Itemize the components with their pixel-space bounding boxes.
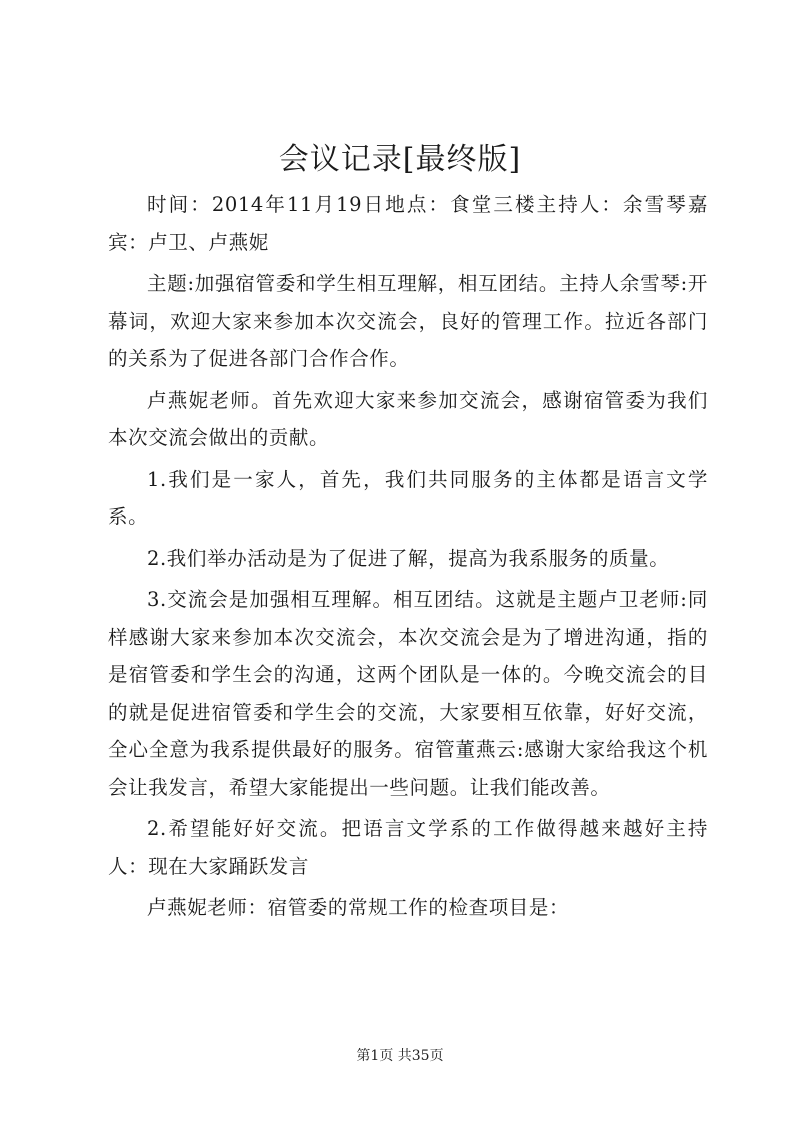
paragraph-meeting-info: 时间：2014年11月19日地点：食堂三楼主持人：余雪琴嘉宾：卢卫、卢燕妮 xyxy=(108,193,708,254)
paragraph-point-3: 3.交流会是加强相互理解。相互团结。这就是主题卢卫老师:同样感谢大家来参加本次交流会，本次交流会是为了增进沟通，指的是宿管委和学生会的沟通，这两个团队是一体的。今晚交流会的目的就是促进宿管委和学生会的交流，大家要相互依靠，好好交流，全心全意为我系提供最好的服务。宿管董燕云:感谢大家给我这个机会让我发言，希望大家能提出一些问题。让我们能改善。 xyxy=(108,588,708,799)
page-number-footer: 第1页 共35页 xyxy=(356,1048,444,1064)
paragraph-lu-yanni-welcome: 卢燕妮老师。首先欢迎大家来参加交流会，感谢宿管委为我们本次交流会做出的贡献。 xyxy=(108,388,708,449)
paragraph-point-2: 2.我们举办活动是为了促进了解，提高为我系服务的质量。 xyxy=(147,546,670,570)
paragraph-theme: 主题:加强宿管委和学生相互理解，相互团结。主持人余雪琴:开幕词，欢迎大家来参加本次交流会，良好的管理工作。拉近各部门的关系为了促进各部门合作合作。 xyxy=(108,272,708,370)
paragraph-hope: 2.希望能好好交流。把语言文学系的工作做得越来越好主持人：现在大家踊跃发言 xyxy=(108,817,708,878)
document-title: 会议记录[最终版] xyxy=(278,142,522,177)
paragraph-inspection-items: 卢燕妮老师：宿管委的常规工作的检查项目是： xyxy=(147,896,570,919)
paragraph-point-1: 1.我们是一家人，首先，我们共同服务的主体都是语言文学系。 xyxy=(108,467,708,528)
document-body xyxy=(108,186,708,931)
